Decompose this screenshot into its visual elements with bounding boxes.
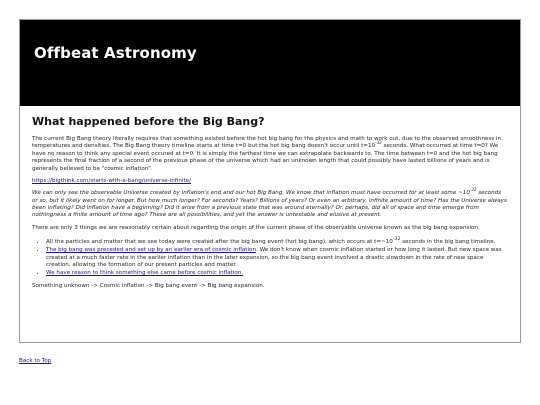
fact1-exponent: -32 [392,237,401,243]
source-link[interactable]: https://bigthink.com/starts-with-a-bang/universe-infinite/ [32,177,191,184]
timeline-paragraph: Something unknown -> Cosmic inflation -> Big bang event -> Big bang expansion. [32,282,265,289]
quote-paragraph [32,187,508,220]
quote-exponent: -32 [469,187,477,193]
site-title: Offbeat Astronomy [34,44,197,62]
intro-text-b: seconds. What occurred at time t=0? We have no reason to think any special event occured at t=0. It is simply the farthest time we can extrapolate backwards to. The time between t=0 and the hot big bang represents the final fraction of a second of the previous phase of the universe which had an unknown length that could possibly have lasted billions of years and is generally believed to be "cosmic inflation". [32,143,499,172]
fact-item-1 [46,237,508,246]
fact1-text-b: seconds in the big bang timeline. [400,238,496,245]
fact-item-2 [46,247,508,269]
intro-text-a: The current Big Bang theory literally requires that something existed before the hot big bang for the physics and math to work out, due to the observed smoothness in temperatures and densities. The Big Bang theory timeline starts at time t=0 but the hot big bang doesn't occur until t=10 [32,136,502,150]
facts-list [32,237,508,278]
intro-paragraph [32,136,508,173]
intro-exponent: -32 [375,140,382,146]
back-to-top-link[interactable]: Back to Top [19,358,52,364]
page-frame [19,19,521,343]
article [20,106,520,290]
fact2-link[interactable]: The big bang was preceded and set up by an earlier era of cosmic inflation [46,247,257,254]
quote-text-a: We can only see the observable Universe created by inflation's end and our hot Big Bang. We know that inflation must have occurred for at least some ~10 [32,190,470,197]
fact-item-3 [46,270,508,277]
fact2-text: . We don't know when cosmic inflation started or how long it lasted. But new space was created at a much faster rate in the earlier inflation than in the later expansion, so the big bang event involved a drastic slowdown in the rate of new space creation, allowing the formation of our present particles and matter. [46,247,502,269]
fact3-link[interactable]: We have reason to think something else came before cosmic inflation. [46,270,244,277]
source-link-paragraph [32,178,508,185]
quote-text-b: seconds or so, but it likely went on for longer. But how much longer? For seconds? Years? Billions of years? Or even an arbitrary, infinite amount of time? Has the Universe always been inflating? Did inflation have a beginning? Did it arise from a previous state that was around eternally? Or, perhaps, did all of space and time emerge from nothingness a finite amount of time ago? These are all possibilities, and yet the answer is untestable and elusive at present. [32,190,507,219]
fact1-text-a: All the particles and matter that we see today were created after the big bang event (hot big bang), which occurs at t=~10 [46,238,393,245]
site-header [20,20,520,106]
article-title: What happened before the Big Bang? [32,115,265,128]
certain-intro-paragraph: There are only 3 things we are reasonably certain about regarding the origin of the current phase of the observable universe known as the big bang expansion. [32,224,480,231]
